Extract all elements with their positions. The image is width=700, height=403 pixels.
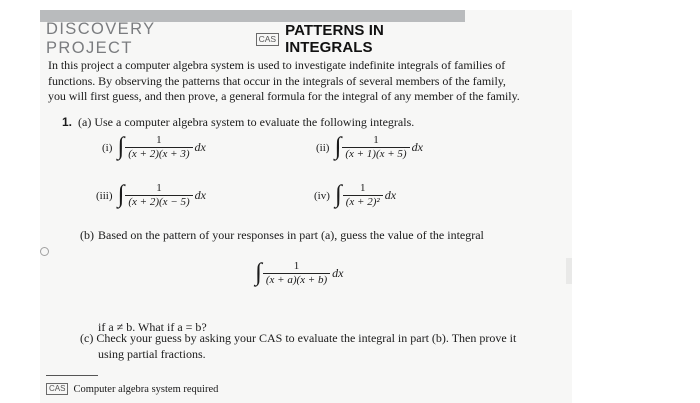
if-a-not-b-text: if a ≠ b. What if a = b? [98, 320, 207, 334]
differential: dx [332, 266, 344, 280]
differential: dx [384, 188, 397, 202]
denominator: (x + 2)(x − 5) [125, 195, 192, 209]
intro-line: you will first guess, and then prove, a general formula for the integral of any member of the family. [48, 89, 520, 103]
part-c-line: Check your guess by asking your CAS to evaluate the integral in part (b). Then prove it [96, 331, 517, 345]
integral-sign-icon: ∫ [117, 181, 125, 208]
part-c-line: using partial fractions. [98, 346, 206, 361]
differential: dx [194, 188, 206, 202]
numerator: 1 [359, 182, 366, 194]
integral-sign-icon: ∫ [334, 181, 342, 208]
numerator: 1 [156, 134, 162, 146]
cas-icon: CAS [256, 33, 279, 46]
part-b-label: (b) [80, 228, 94, 242]
intro-paragraph [48, 58, 578, 105]
denominator: (x + 1)(x + 5) [342, 147, 409, 161]
general-integral [255, 260, 343, 287]
fraction [343, 182, 383, 209]
footnote [46, 383, 218, 395]
footnote-text: Computer algebra system required [73, 383, 219, 395]
integral-label: (i) [102, 141, 113, 154]
problem-number: 1. [62, 115, 73, 129]
problem-1-part-a [62, 115, 414, 130]
discovery-project-label: DISCOVERY PROJECT [46, 20, 156, 57]
integral-iii [96, 182, 206, 209]
margin-circle-icon [40, 247, 49, 256]
problem-1-part-b [80, 228, 484, 243]
denominator: (x + 2)(x + 3) [125, 147, 192, 161]
problem-1-part-c [80, 331, 570, 362]
page-title: PATTERNS IN INTEGRALS [285, 22, 384, 56]
integral-label: (ii) [316, 141, 330, 154]
integral-sign-icon: ∫ [334, 133, 342, 160]
integral-sign-icon: ∫ [255, 259, 262, 286]
integral-iv [314, 182, 396, 209]
numerator: 1 [373, 134, 379, 146]
numerator: 1 [156, 182, 162, 194]
fraction [125, 134, 192, 161]
integral-label: (iv) [314, 189, 330, 202]
denominator: (x + a)(x + b) [263, 273, 330, 287]
integral-sign-icon: ∫ [117, 133, 125, 160]
integral-i [102, 134, 206, 161]
intro-line: In this project a computer algebra system is used to investigate indefinite integrals of families of [48, 58, 506, 72]
intro-line: functions. By observing the patterns that occur in the integrals of several members of the family, [48, 73, 506, 88]
integral-label: (iii) [96, 189, 113, 202]
denominator: (x + 2)² [343, 195, 383, 209]
integral-ii [316, 134, 423, 161]
fraction [263, 260, 330, 287]
differential: dx [411, 140, 423, 154]
section-header [46, 20, 466, 57]
part-a-text: (a) Use a computer algebra system to evaluate the following integrals. [78, 115, 415, 129]
fraction [342, 134, 409, 161]
part-b-text: Based on the pattern of your responses in part (a), guess the value of the integral [98, 228, 484, 242]
differential: dx [194, 140, 206, 154]
margin-mark [566, 258, 572, 284]
fraction [125, 182, 192, 209]
numerator: 1 [293, 260, 300, 272]
footnote-divider [46, 375, 98, 376]
cas-icon: CAS [46, 383, 68, 395]
part-c-label: (c) [80, 331, 94, 345]
